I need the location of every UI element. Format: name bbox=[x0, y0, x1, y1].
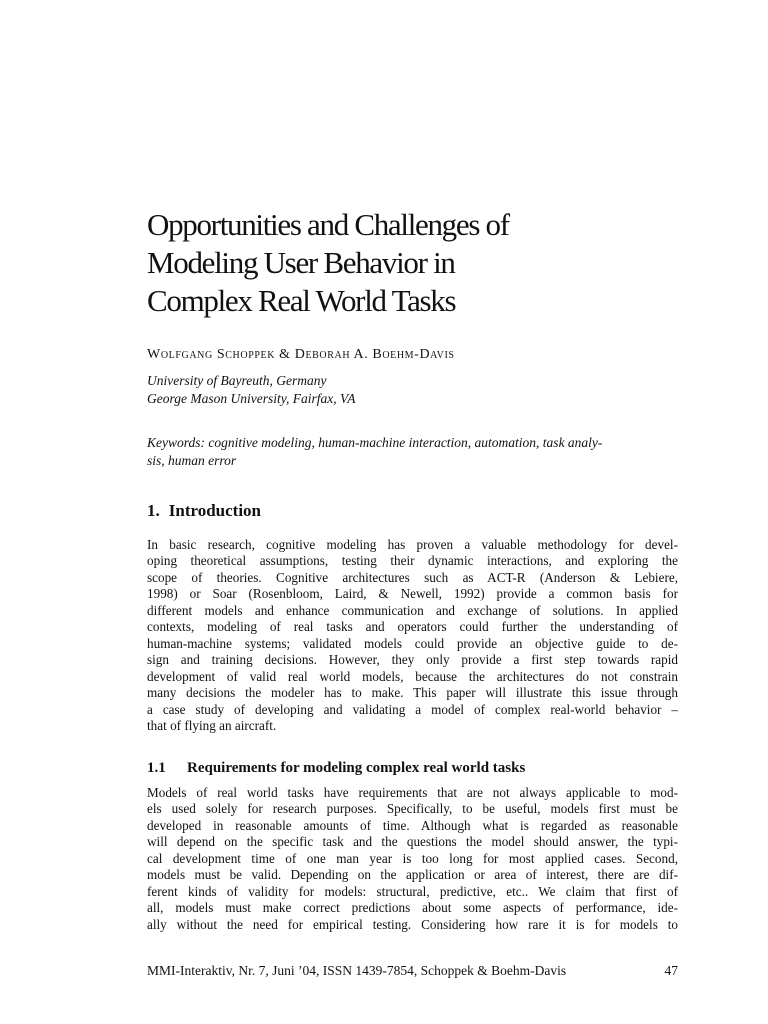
text-line: a case study of developing and validating a model of complex real-world behavior – bbox=[147, 701, 678, 717]
section-heading-introduction bbox=[147, 501, 261, 521]
affiliation: George Mason University, Fairfax, VA bbox=[147, 391, 356, 406]
text-line: oping theoretical assumptions, testing their dynamic interactions, and exploring the bbox=[147, 553, 678, 569]
text-line: els used solely for research purposes. Specifically, to be useful, models first must be bbox=[147, 801, 678, 817]
text-line: ferent kinds of validity for models: structural, predictive, etc.. We claim that first of bbox=[147, 883, 678, 899]
page-number: 47 bbox=[664, 963, 678, 978]
paper-title bbox=[147, 206, 509, 320]
subsection-number: 1.1 bbox=[147, 760, 166, 776]
text-line: sign and training decisions. However, they only provide a first step towards rapid bbox=[147, 652, 678, 668]
keywords-line: Keywords: cognitive modeling, human-machine interaction, automation, task analy- bbox=[147, 435, 603, 450]
text-line: development of valid real world models, because the architectures do not constrain bbox=[147, 668, 678, 684]
text-line: contexts, modeling of real tasks and operators could further the understanding of bbox=[147, 619, 678, 635]
subsection-title: Requirements for modeling complex real world tasks bbox=[187, 760, 526, 776]
paper-page bbox=[147, 0, 678, 1024]
title-line: Opportunities and Challenges of bbox=[147, 207, 509, 242]
text-line: different models and enhance communication and exchange of solutions. In applied bbox=[147, 602, 678, 618]
text-line: that of flying an aircraft. bbox=[147, 717, 277, 733]
footer-citation: MMI-Interaktiv, Nr. 7, Juni ’04, ISSN 1439-7854, Schoppek & Boehm-Davis bbox=[147, 963, 567, 978]
keywords-line: sis, human error bbox=[147, 453, 237, 468]
affiliations bbox=[147, 372, 355, 408]
text-line: In basic research, cognitive modeling has proven a valuable methodology for devel- bbox=[147, 537, 678, 552]
text-line: all, models must make correct predictions about some aspects of performance, ide- bbox=[147, 900, 678, 916]
authors: Wolfgang Schoppek & Deborah A. Boehm-Davis bbox=[147, 347, 455, 362]
text-line: Models of real world tasks have requirements that are not always applicable to mod- bbox=[147, 785, 678, 800]
text-line: many decisions the modeler has to make. This paper will illustrate this issue through bbox=[147, 685, 678, 701]
text-line: models must be valid. Depending on the application or area of interest, there are dif- bbox=[147, 867, 678, 883]
title-line: Modeling User Behavior in bbox=[147, 245, 455, 280]
section-number: 1. bbox=[147, 501, 160, 520]
section-heading-requirements bbox=[147, 760, 525, 777]
text-line: human-machine systems; validated models could provide an objective guide to de- bbox=[147, 635, 678, 651]
section-title: Introduction bbox=[168, 501, 262, 520]
title-line: Complex Real World Tasks bbox=[147, 283, 456, 318]
text-line: developed in reasonable amounts of time. Although what is regarded as reasonable bbox=[147, 817, 678, 833]
page-footer bbox=[147, 963, 678, 979]
text-line: scope of theories. Cognitive architectures such as ACT-R (Anderson & Lebiere, bbox=[147, 569, 678, 585]
text-line: 1998) or Soar (Rosenbloom, Laird, & Newell, 1992) provide a common basis for bbox=[147, 586, 678, 602]
requirements-paragraph bbox=[147, 785, 678, 933]
text-line: will depend on the specific task and the questions the model should answer, the typi- bbox=[147, 834, 678, 850]
introduction-paragraph bbox=[147, 537, 678, 734]
affiliation: University of Bayreuth, Germany bbox=[147, 373, 327, 388]
text-line: cal development time of one man year is too long for most applied cases. Second, bbox=[147, 850, 678, 866]
keywords bbox=[147, 434, 678, 470]
text-line: ally without the need for empirical testing. Considering how rare it is for models to bbox=[147, 916, 678, 932]
